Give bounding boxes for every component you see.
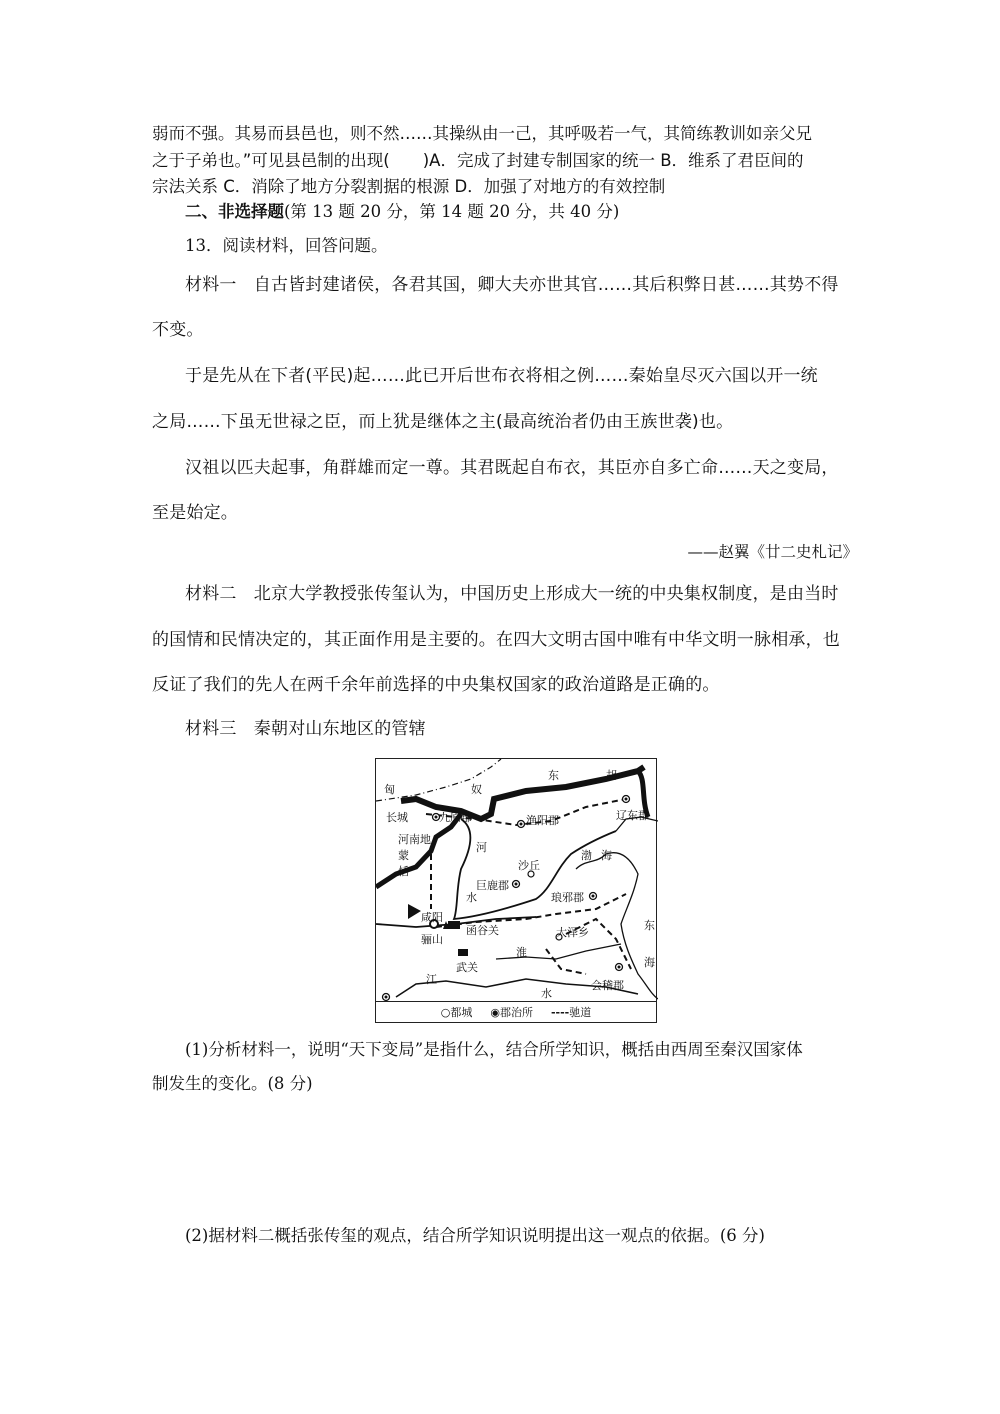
legend-commandery-seat: ◉郡治所 <box>490 1006 533 1019</box>
label-donghai-2: 海 <box>644 956 655 969</box>
label-bohai-1: 渤 <box>581 849 592 862</box>
label-hanguguan: 函谷关 <box>466 924 499 937</box>
legend-capital: ○都城 <box>440 1006 473 1019</box>
label-langya: 琅邪郡 <box>551 891 584 904</box>
label-jiang-shui: 水 <box>541 987 552 1000</box>
label-henandi: 河南地 <box>398 833 431 846</box>
sub-question-1-line2: 制发生的变化。(8 分) <box>152 1074 313 1093</box>
label-wuguan: 武关 <box>456 961 478 974</box>
map-drawing <box>376 759 658 1004</box>
label-huai: 淮 <box>516 946 527 959</box>
material1-p2-line2: 之局……下虽无世禄之臣，而上犹是继体之主(最高统治者仍由王族世袭)也。 <box>152 412 734 432</box>
label-shaqiu: 沙丘 <box>518 859 540 872</box>
material1-p2-line1: 于是先从在下者(平民)起……此已开后世布衣将相之例……秦始皇尽灭六国以开一统 <box>185 366 818 386</box>
sub-question-2: (2)据材料二概括张传玺的观点，结合所学知识说明提出这一观点的依据。(6 分) <box>185 1226 765 1245</box>
label-xiongnu-2: 奴 <box>471 783 482 796</box>
circle-icon: ○ <box>440 1006 451 1019</box>
label-dazexiang: 大泽乡 <box>556 926 589 939</box>
section-2-title: 二、非选择题 <box>185 202 284 221</box>
label-donghu-1: 东 <box>548 769 559 782</box>
label-donghu-2: 胡 <box>606 769 617 782</box>
label-river-he: 河 <box>476 841 487 854</box>
sub-question-1-line1: (1)分析材料一，说明“天下变局”是指什么，结合所学知识，概括由西周至秦汉国家体 <box>185 1040 803 1059</box>
label-river-shui: 水 <box>466 891 477 904</box>
label-great-wall: 长城 <box>386 811 408 824</box>
qin-shandong-map <box>375 758 657 1023</box>
label-xianyang: 咸阳 <box>421 911 443 924</box>
label-liaodong: 辽东郡 <box>616 809 649 822</box>
map-legend <box>376 1001 656 1022</box>
section-2-note: (第 13 题 20 分，第 14 题 20 分，共 40 分) <box>284 202 620 221</box>
material3-title: 材料三 秦朝对山东地区的管辖 <box>185 719 426 739</box>
material1-p3-line2: 至是始定。 <box>152 503 238 523</box>
material2-line3: 反证了我们的先人在两千余年前选择的中央集权国家的政治道路是正确的。 <box>152 675 720 695</box>
label-jiuyuan: 九原郡 <box>439 811 472 824</box>
q13-prompt: 13．阅读材料，回答问题。 <box>185 236 388 255</box>
circle-dot-icon: ◉ <box>490 1006 500 1019</box>
label-lishan: 骊山 <box>421 933 443 946</box>
label-bohai-2: 海 <box>601 849 612 862</box>
label-julu: 巨鹿郡 <box>476 879 509 892</box>
label-xiongnu-1: 匈 <box>384 783 395 796</box>
label-mengtian-1: 蒙 <box>398 849 409 862</box>
q12-line-1: 弱而不强。其易而县邑也，则不然……其操纵由一己，其呼吸若一气，其简练教训如亲父兄 <box>152 124 812 143</box>
material1-p3-line1: 汉祖以匹夫起事，角群雄而定一尊。其君既起自布衣，其臣亦自多亡命……天之变局， <box>185 458 839 478</box>
material2-line1: 材料二 北京大学教授张传玺认为，中国历史上形成大一统的中央集权制度，是由当时 <box>185 584 839 604</box>
label-yuyang: 渔阳郡 <box>526 814 559 827</box>
material1-source: ——赵翼《廿二史札记》 <box>687 543 858 561</box>
material2-line2: 的国情和民情决定的，其正面作用是主要的。在四大文明古国中唯有中华文明一脉相承，也 <box>152 630 840 650</box>
label-mengtian-2: 恬 <box>398 865 409 878</box>
material1-p1-line1: 材料一 自古皆封建诸侯，各君其国，卿大夫亦世其官……其后积弊日甚……其势不得 <box>185 275 839 295</box>
label-donghai-1: 东 <box>644 919 655 932</box>
label-kuaiji: 会稽郡 <box>591 979 624 992</box>
q12-line-2: 之于子弟也。”可见县邑制的出现( )A．完成了封建专制国家的统一 B．维系了君臣间的 <box>152 151 804 170</box>
legend-imperial-road: ----驰道 <box>550 1006 592 1019</box>
dashed-line-icon: ---- <box>550 1006 570 1019</box>
q12-line-3: 宗法关系 C．消除了地方分裂割据的根源 D．加强了对地方的有效控制 <box>152 177 666 196</box>
material1-p1-line2: 不变。 <box>152 320 204 340</box>
label-jiang: 江 <box>426 973 437 986</box>
section-2-heading <box>185 202 885 222</box>
